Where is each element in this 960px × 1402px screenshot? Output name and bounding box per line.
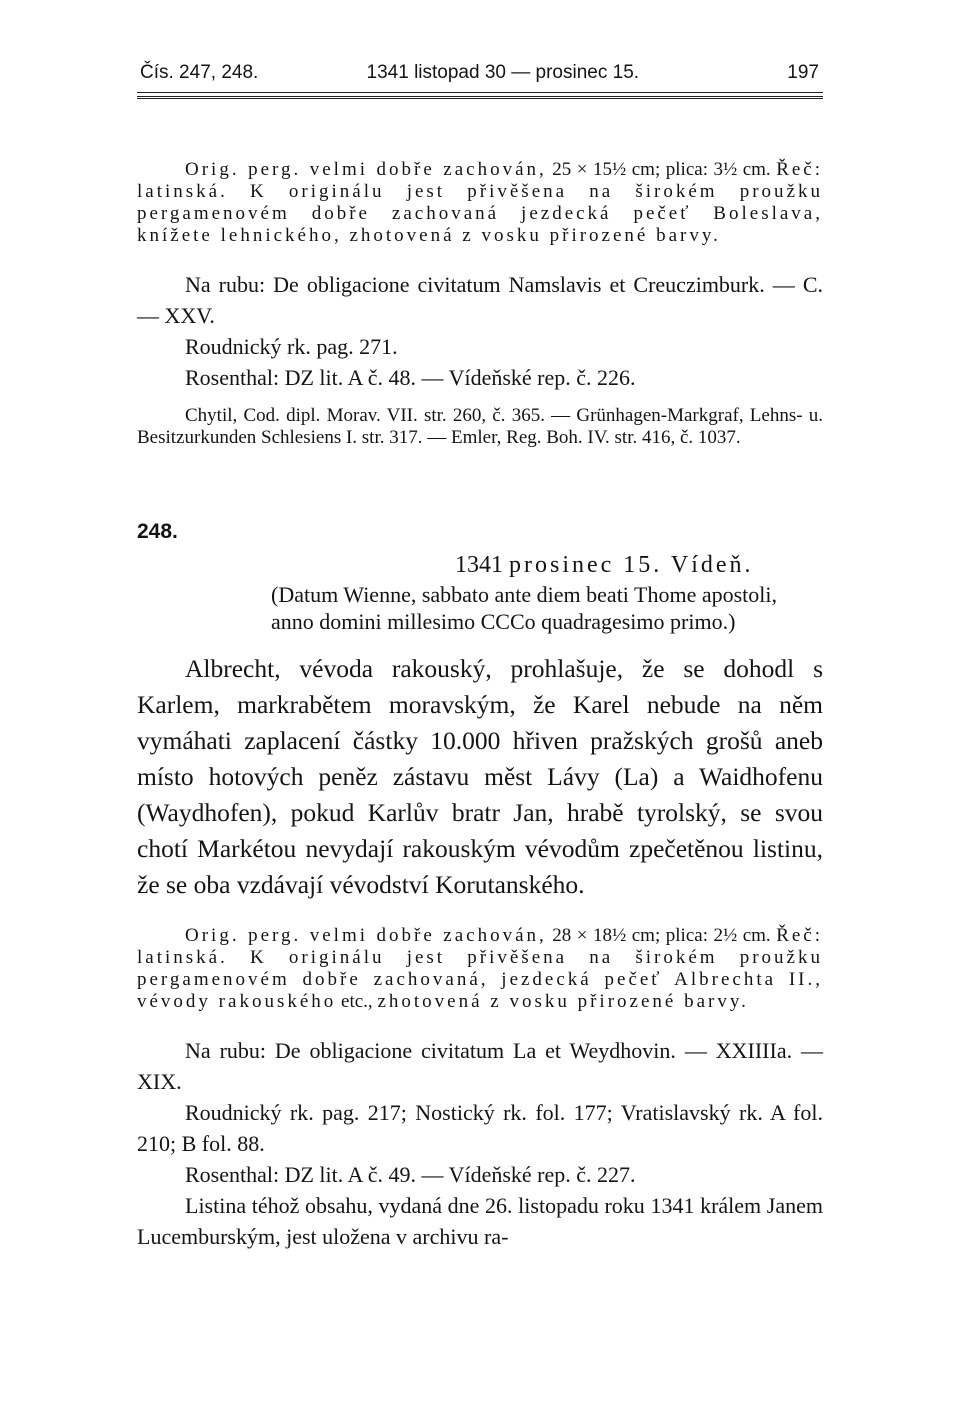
header-date-range: 1341 listopad 30 — prosinec 15. bbox=[366, 62, 640, 83]
doc248-number: 248. bbox=[137, 520, 178, 543]
doc247-roudnice-register: Roudnický rk. pag. 271. bbox=[185, 334, 398, 359]
doc247-dorsal-note: Na rubu: De obligacione civitatum Namslavis et Creuczimburk. — C. — XXV. bbox=[137, 272, 823, 328]
doc248-dorsal-note: Na rubu: De obligacione civitatum La et Weydhovin. — XXIIIIa. — XIX. bbox=[137, 1038, 823, 1094]
doc247-original-description: Orig. perg. velmi dobře zachován, 25 × 15½ cm; plica: 3½ cm. Řeč: latinská. K originálu jest přivěšena na širokém proužku pergamenovém dobře zachovaná jezdecká pečeť Boleslava, knížete lehnického, zhotovená z vosku přirozené barvy. bbox=[137, 159, 824, 246]
doc248-registers: Roudnický rk. pag. 217; Nostický rk. fol. 177; Vratislavský rk. A fol. 210; B fol. 88. bbox=[137, 1100, 823, 1156]
doc248-related-charter-note: Listina téhož obsahu, vydaná dne 26. listopadu roku 1341 králem Janem Lucemburským, jest uložena v archivu ra- bbox=[137, 1193, 823, 1249]
page bbox=[137, 62, 823, 1252]
header-page-number: 197 bbox=[787, 62, 819, 83]
header-document-numbers: Čís. 247, 248. bbox=[140, 62, 259, 83]
header-double-rule bbox=[137, 96, 823, 99]
running-header bbox=[137, 62, 823, 88]
doc248-date-place: 1341 prosinec 15. Vídeň. bbox=[455, 552, 754, 578]
header-rule bbox=[137, 92, 823, 93]
doc248-original-description: Orig. perg. velmi dobře zachován, 28 × 18½ cm; plica: 2½ cm. Řeč: latinská. K originálu jest přivěšena na širokém proužku pergamenovém dobře zachovaná, jezdecká pečeť Albrechta II., vévody rakouského etc., zhotovená z vosku přirozené barvy. bbox=[137, 925, 824, 1012]
doc247-literature: Chytil, Cod. dipl. Morav. VII. str. 260, č. 365. — Grünhagen-Markgraf, Lehns- u. Besitzurkunden Schlesiens I. str. 317. — Emler, Reg. Boh. IV. str. 416, č. 1037. bbox=[137, 405, 823, 448]
doc248-regest: Albrecht, vévoda rakouský, prohlašuje, že se dohodl s Karlem, markrabětem moravským, že Karel nebude na něm vymáhati zaplacení částky 10.000 hřiven pražských grošů aneb místo hotových peněz zástavu měst Lávy (La) a Waidhofenu (Waydhofen), pokud Karlův bratr Jan, hrabě tyrolský, se svou chotí Markétou nevydají rakouským vévodům zpečetěnou listinu, že se oba vzdávají vévodství Korutanského. bbox=[137, 654, 823, 899]
doc248-rosenthal-register: Rosenthal: DZ lit. A č. 49. — Vídeňské rep. č. 227. bbox=[185, 1162, 636, 1187]
doc247-rosenthal-register: Rosenthal: DZ lit. A č. 48. — Vídeňské rep. č. 226. bbox=[185, 365, 636, 390]
doc248-datum-clause: (Datum Wienne, sabbato ante diem beati Thome apostoli, anno domini millesimo CCCo quadragesimo primo.) bbox=[271, 582, 777, 634]
